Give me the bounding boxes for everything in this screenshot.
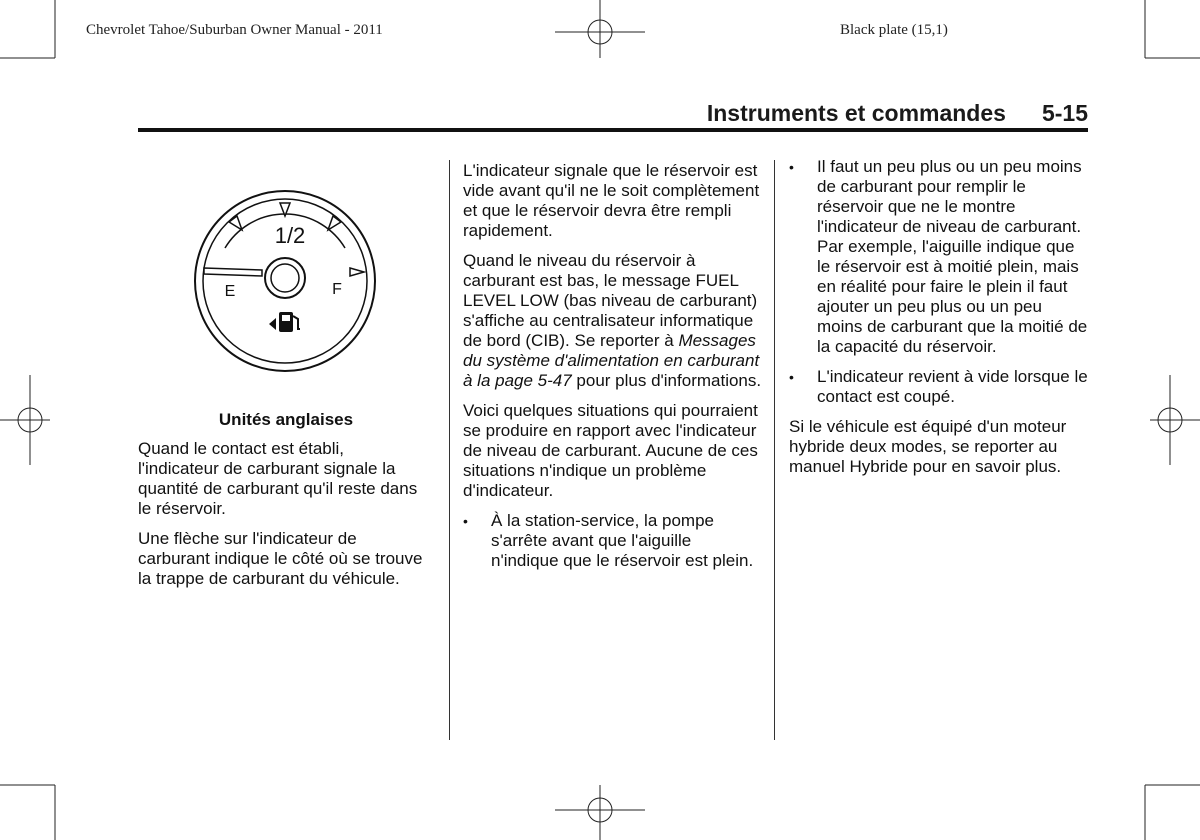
list-item bbox=[789, 367, 1089, 407]
print-header-right: Black plate (15,1) bbox=[840, 22, 948, 38]
col3-paragraph-1: Si le véhicule est équipé d'un moteur hybride deux modes, se reporter au manuel Hybride pour en savoir plus. bbox=[789, 417, 1067, 476]
page-number: 5-15 bbox=[1041, 100, 1088, 126]
section-title: Instruments et commandes bbox=[706, 100, 1006, 126]
gauge-full-label: F bbox=[332, 281, 342, 298]
cross-reference-link[interactable]: Messages du système d'alimentation en carburant à la page 5-47 bbox=[463, 331, 760, 390]
bullet-marker: • bbox=[789, 159, 794, 175]
figure-caption: Unités anglaises bbox=[218, 410, 354, 429]
column-divider-1 bbox=[449, 160, 450, 740]
column-divider-2 bbox=[774, 160, 775, 740]
list-item bbox=[463, 511, 763, 571]
col2-paragraph-3: Voici quelques situations qui pourraient se produire en rapport avec l'indicateur de niveau de carburant. Aucune de ces situations n'indique un problème d'indicateur. bbox=[463, 401, 758, 500]
col2-p2-text-b: pour plus d'informations. bbox=[571, 371, 762, 390]
column-3 bbox=[789, 157, 1089, 487]
print-header-left: Chevrolet Tahoe/Suburban Owner Manual - 2011 bbox=[86, 22, 383, 38]
bullet-marker: • bbox=[463, 513, 468, 529]
bullet-2-text: Il faut un peu plus ou un peu moins de carburant pour remplir le réservoir que ne le montre l'indicateur de niveau de carburant. Par exemple, l'aiguille indique que le réservoir est à moitié plein, mais en réalité pour faire le plein il faut ajouter un peu plus ou un peu moins de carburant que la moitié de la capacité du réservoir. bbox=[817, 157, 1088, 356]
bullet-1-text: À la station-service, la pompe s'arrête avant que l'aiguille n'indique que le réservoir est plein. bbox=[491, 511, 754, 570]
gauge-half-label: 1/2 bbox=[274, 223, 306, 248]
bullet-3-text: L'indicateur revient à vide lorsque le contact est coupé. bbox=[817, 367, 1088, 406]
header-rule bbox=[138, 128, 1088, 132]
column-2 bbox=[463, 161, 763, 581]
bullet-marker: • bbox=[789, 369, 794, 385]
gauge-empty-label: E bbox=[224, 283, 236, 300]
page-title bbox=[707, 100, 1088, 127]
fuel-gauge-illustration bbox=[192, 188, 378, 374]
col2-paragraph-1: L'indicateur signale que le réservoir est vide avant qu'il ne le soit complètement et que le réservoir devra être rempli rapidement. bbox=[463, 161, 760, 240]
col2-paragraph-2 bbox=[463, 251, 763, 391]
col2-p2-text-a: Quand le niveau du réservoir à carburant est bas, le message FUEL LEVEL LOW (bas niveau de carburant) s'affiche au centralisateur informatique de bord (CIB). Se reporter à bbox=[463, 251, 758, 350]
col1-paragraph-2: Une flèche sur l'indicateur de carburant indique le côté où se trouve la trappe de carburant du véhicule. bbox=[138, 529, 423, 588]
col1-paragraph-1: Quand le contact est établi, l'indicateur de carburant signale la quantité de carburant qu'il reste dans le réservoir. bbox=[138, 439, 418, 518]
list-item bbox=[789, 157, 1089, 357]
column-1 bbox=[138, 439, 428, 599]
